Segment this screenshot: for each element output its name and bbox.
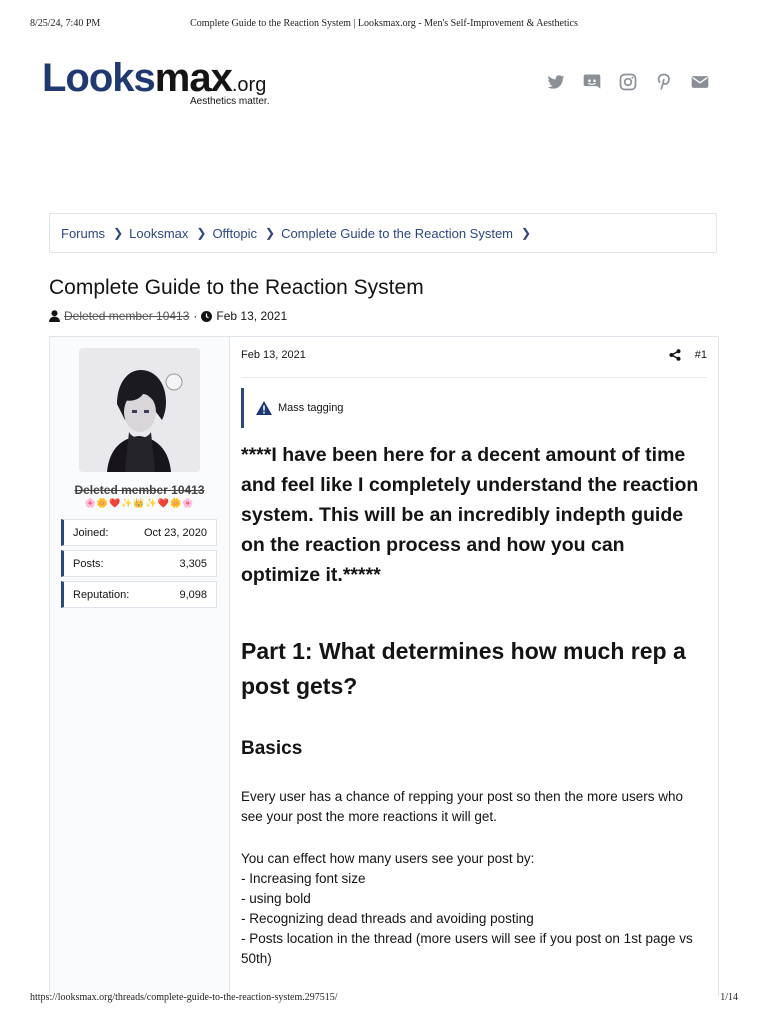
post-paragraph: You can effect how many users see your post by:: [241, 851, 535, 866]
stat-posts: [61, 550, 217, 577]
breadcrumb-thread[interactable]: Complete Guide to the Reaction System: [281, 225, 514, 241]
thread-author[interactable]: Deleted member 10413: [64, 309, 190, 323]
chevron-right-icon: ❯: [196, 226, 207, 240]
meta-separator: ·: [193, 309, 198, 323]
breadcrumb-looksmax[interactable]: Looksmax: [129, 225, 189, 241]
stat-label: Posts:: [73, 557, 104, 570]
print-url: https://looksmax.org/threads/complete-guide-to-the-reaction-system.297515/: [30, 992, 338, 1003]
clock-icon: [201, 311, 212, 322]
post-paragraph: Every user has a chance of repping your post so then the more users who see your post the more reactions it will get.: [241, 789, 683, 824]
post-subheading: Basics: [241, 738, 303, 759]
breadcrumb-offtopic[interactable]: Offtopic: [212, 225, 257, 241]
stat-reputation: [61, 581, 217, 608]
post-heading: Part 1: What determines how much rep a post gets?: [241, 638, 686, 699]
post-header: [241, 349, 707, 378]
print-title: Complete Guide to the Reaction System | Looksmax.org - Men's Self-Improvement & Aesthetics: [190, 18, 578, 29]
discord-icon[interactable]: [582, 72, 602, 92]
stat-joined: [61, 519, 217, 546]
stat-value: Oct 23, 2020: [144, 526, 207, 539]
chevron-right-icon: ❯: [265, 226, 276, 240]
list-item: - Recognizing dead threads and avoiding posting: [241, 911, 534, 926]
list-item: - using bold: [241, 891, 311, 906]
notice-box: [241, 388, 707, 428]
username[interactable]: Deleted member 10413: [74, 483, 205, 497]
twitter-icon[interactable]: [546, 72, 566, 92]
user-icon: [49, 310, 60, 322]
breadcrumb-forums[interactable]: Forums: [61, 225, 106, 241]
post-body: [241, 440, 707, 969]
logo-tagline: Aesthetics matter.: [190, 96, 270, 107]
list-item: - Increasing font size: [241, 871, 366, 886]
post-content: [241, 337, 707, 996]
post-1: [49, 336, 719, 996]
user-flair: 🌸🌼❤️✨👑✨❤️🌼🌸: [84, 499, 195, 509]
logo-part-looks: Looks: [42, 56, 155, 100]
social-links: [546, 72, 710, 92]
breadcrumb: [49, 213, 717, 253]
thread-date[interactable]: Feb 13, 2021: [216, 309, 288, 323]
site-logo[interactable]: [42, 56, 270, 107]
stat-value: 9,098: [179, 588, 207, 601]
chevron-right-icon: ❯: [113, 226, 124, 240]
share-icon[interactable]: [669, 349, 681, 361]
stat-value: 3,305: [179, 557, 207, 570]
post-list: [241, 869, 707, 969]
stat-label: Reputation:: [73, 588, 130, 601]
print-page-number: 1/14: [720, 992, 738, 1003]
chevron-right-icon: ❯: [521, 226, 532, 240]
notice-text: Mass tagging: [278, 402, 344, 414]
post-lead: ****I have been here for a decent amount of time and feel like I completely understand the reaction system. This will be an incredibly indepth guide on the reaction process and how you can optimize it.*****: [241, 444, 699, 586]
list-item: - Posts location in the thread (more users will see if you post on 1st page vs 50th): [241, 931, 693, 966]
instagram-icon[interactable]: [618, 72, 638, 92]
post-number[interactable]: #1: [694, 349, 707, 361]
envelope-icon[interactable]: [690, 72, 710, 92]
user-sidebar: [50, 337, 230, 996]
avatar[interactable]: [79, 348, 200, 472]
page-title: Complete Guide to the Reaction System: [49, 276, 424, 299]
pinterest-icon[interactable]: [654, 72, 674, 92]
stat-label: Joined:: [73, 526, 109, 539]
thread-meta: [49, 309, 287, 323]
warning-icon: [256, 401, 272, 415]
logo-part-org: .org: [231, 74, 267, 96]
logo-part-max: max: [154, 56, 232, 100]
post-date[interactable]: Feb 13, 2021: [241, 349, 306, 361]
print-datetime: 8/25/24, 7:40 PM: [30, 18, 101, 29]
